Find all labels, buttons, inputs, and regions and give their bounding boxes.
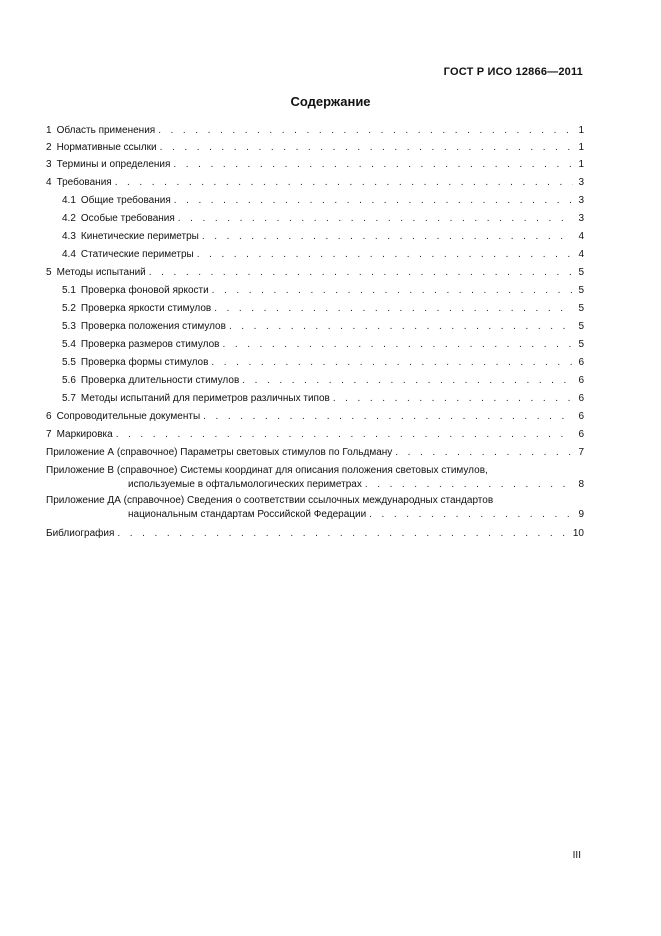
toc-item-number: 5.6 [62,375,76,386]
toc-item-number: 1 [46,125,52,136]
toc-bibliography[interactable] [46,524,584,540]
toc-item-4-1[interactable] [62,191,584,207]
toc-item-5-6[interactable] [62,371,584,387]
dot-leader [222,339,573,351]
dot-leader [333,393,573,405]
dot-leader [158,125,573,137]
toc-item-number: 5.1 [62,285,76,296]
toc-item-4-4[interactable] [62,245,584,261]
toc-item-page: 4 [578,249,584,260]
toc-item-number: 5.4 [62,339,76,350]
standard-id: ГОСТ Р ИСО 12866—2011 [443,66,583,78]
toc-item-label: Проверка яркости стимулов [80,303,212,314]
toc-item-4-3[interactable] [62,227,584,243]
dot-leader [174,195,573,207]
toc-item-label: национальным стандартам Российской Федерации [128,509,367,520]
page-number: III [572,850,581,861]
dot-leader [229,321,573,333]
toc-item-label: Библиография [46,528,115,539]
toc-item-label: Общие требования [80,195,171,206]
dot-leader [369,509,573,521]
dot-leader [214,303,573,315]
dot-leader [202,231,573,243]
dot-leader [160,142,573,154]
toc-item-number: 4.2 [62,213,76,224]
toc-item-label: используемые в офтальмологических периметрах [128,479,362,490]
toc-item-page: 9 [578,509,584,520]
toc-item-page: 3 [578,177,584,188]
toc-item-number: 6 [46,411,52,422]
toc-item-number: 3 [46,159,52,170]
toc-item-4[interactable] [46,173,584,189]
toc-item-2[interactable] [46,138,584,154]
dot-leader [203,411,573,423]
toc-item-number: 5.7 [62,393,76,404]
toc-item-page: 3 [578,195,584,206]
toc-item-number: 5.2 [62,303,76,314]
toc-appendix-b-line1[interactable]: Приложение В (справочное) Системы координат для описания положения световых стимулов, [46,465,488,476]
toc-appendix-da[interactable] [128,505,584,521]
toc-item-5-4[interactable] [62,335,584,351]
toc-item-5-2[interactable] [62,299,584,315]
toc-item-page: 6 [578,357,584,368]
toc-item-5-1[interactable] [62,281,584,297]
toc-item-7[interactable] [46,425,584,441]
toc-item-number: 5.5 [62,357,76,368]
toc-item-number: 5 [46,267,52,278]
dot-leader [212,285,573,297]
toc-title: Содержание [290,94,371,109]
toc-item-page: 1 [578,159,584,170]
toc-item-label: Методы испытаний для периметров различных типов [80,393,330,404]
toc-item-5-7[interactable] [62,389,584,405]
toc-item-label: Приложение А (справочное) Параметры световых стимулов по Гольдману [46,447,393,458]
toc-item-label: Методы испытаний [56,267,146,278]
dot-leader [395,447,573,459]
toc-item-label: Статические периметры [80,249,194,260]
toc-item-5-3[interactable] [62,317,584,333]
dot-leader [115,177,573,189]
toc-item-6[interactable] [46,407,584,423]
toc-item-label: Особые требования [80,213,175,224]
toc-item-page: 5 [578,339,584,350]
toc-item-page: 1 [578,142,584,153]
dot-leader [211,357,573,369]
toc-item-label: Проверка фоновой яркости [80,285,209,296]
toc-item-number: 4.4 [62,249,76,260]
dot-leader [149,267,573,279]
toc-item-page: 7 [578,447,584,458]
toc-item-page: 8 [578,479,584,490]
toc-item-page: 5 [578,285,584,296]
toc-item-number: 4 [46,177,52,188]
toc-appendix-da-line1[interactable]: Приложение ДА (справочное) Сведения о соответствии ссылочных международных стандартов [46,495,494,506]
toc-item-page: 6 [578,375,584,386]
dot-leader [173,159,573,171]
toc-item-page: 3 [578,213,584,224]
toc-item-1[interactable] [46,121,584,137]
toc-appendix-b[interactable] [128,475,584,491]
dot-leader [116,429,573,441]
toc-item-page: 4 [578,231,584,242]
toc-appendix-a[interactable] [46,443,584,459]
toc-item-label: Проверка размеров стимулов [80,339,220,350]
toc-item-3[interactable] [46,155,584,171]
toc-item-page: 5 [578,303,584,314]
dot-leader [178,213,573,225]
toc-item-page: 5 [578,321,584,332]
toc-item-page: 5 [578,267,584,278]
toc-item-page: 6 [578,429,584,440]
toc-item-number: 7 [46,429,52,440]
toc-item-page: 10 [572,528,584,539]
toc-item-page: 6 [578,393,584,404]
dot-leader [242,375,573,387]
toc-item-number: 5.3 [62,321,76,332]
toc-item-label: Область применения [56,125,156,136]
toc-item-label: Маркировка [56,429,113,440]
toc-item-label: Требования [56,177,112,188]
toc-item-page: 1 [578,125,584,136]
dot-leader [117,528,569,540]
toc-item-number: 4.3 [62,231,76,242]
toc-item-page: 6 [578,411,584,422]
toc-item-label: Сопроводительные документы [56,411,201,422]
toc-item-number: 2 [46,142,52,153]
dot-leader [197,249,573,261]
toc-item-label: Кинетические периметры [80,231,199,242]
toc-item-number: 4.1 [62,195,76,206]
toc-item-5-5[interactable] [62,353,584,369]
toc-item-label: Проверка положения стимулов [80,321,226,332]
toc-item-4-2[interactable] [62,209,584,225]
toc-item-5[interactable] [46,263,584,279]
toc-item-label: Термины и определения [56,159,171,170]
toc-item-label: Проверка длительности стимулов [80,375,240,386]
dot-leader [365,479,573,491]
toc-item-label: Проверка формы стимулов [80,357,209,368]
toc-item-label: Нормативные ссылки [56,142,157,153]
